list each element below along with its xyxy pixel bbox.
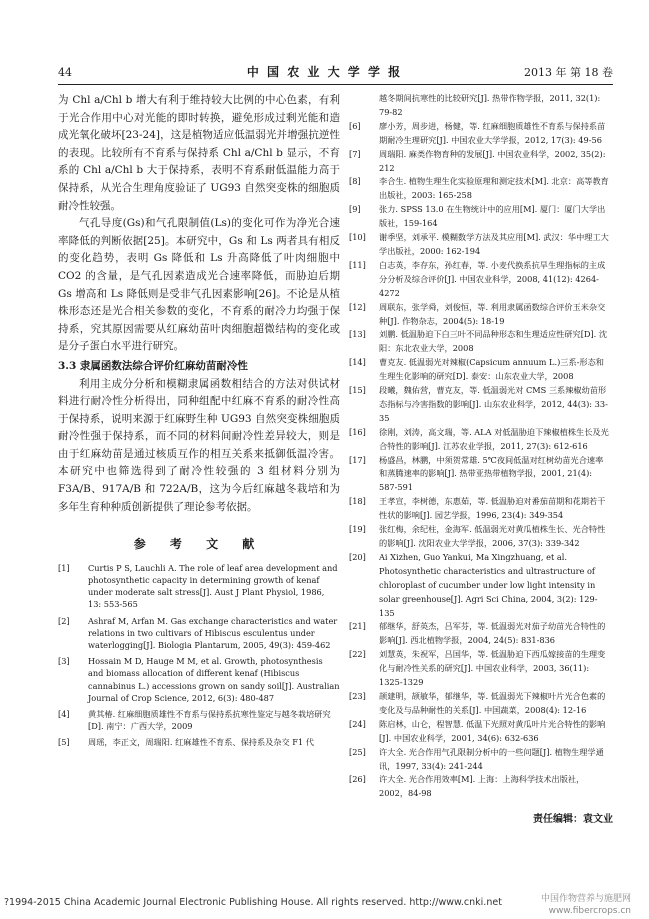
reference-item — [349, 551, 611, 621]
reference-text: 黄其椿. 红麻细胞质雄性不育系与保持系抗寒性鉴定与越冬栽培研究[D]. 南宁：广西大学，2009 — [88, 709, 331, 732]
reference-item — [349, 384, 611, 426]
reference-number — [349, 92, 379, 120]
reference-item — [58, 562, 340, 611]
reference-item — [58, 615, 340, 652]
reference-text: Ashraf M, Arfan M. Gas exchange characteristics and water relations in two cultivars of Hibiscus esculentus under waterlogging[J]. Biologia Plantarum, 2005, 49(3): 459-462 — [88, 615, 338, 651]
reference-item — [58, 736, 340, 748]
reference-item — [349, 773, 611, 801]
reference-text: 段曦，魏佑营，曹克友，等. 低温弱光对 CMS 三系辣椒幼苗形态指标与冷害指数的影响[J]. 山东农业科学，2012, 44(3): 33-35 — [379, 385, 608, 423]
reference-text: 王孝宣，李树德，东惠茹，等. 低温胁迫对番茄苗期和花期若干性状的影响[J]. 园艺学报，1996, 23(4): 349-354 — [379, 496, 606, 521]
reference-number: [6] — [349, 120, 361, 131]
site-watermark — [541, 893, 631, 917]
reference-text: Ai Xizhen, Guo Yankui, Ma Xingzhuang, et al. Photosynthetic characteristics and ultrastructure of chloroplast of cucumber under low light intensity in solar greenhouse[J]. Agri Sci China, 2004, 3(2): 129-135 — [379, 551, 598, 618]
reference-text: 廖小芳，周步进，杨健，等. 红麻细胞质雄性不育系与保持系苗期耐冷生理研究[J]. 中国农业大学学报，2012, 17(3): 49-56 — [379, 120, 606, 145]
header-rule — [58, 84, 613, 85]
body-paragraph: 利用主成分分析和模糊隶属函数相结合的方法对供试材料进行耐冷性分析得出，同种组配中红麻不育系的耐冷性高于保持系，说明来源于红麻野生种 UG93 自然突变株细胞质耐冷性强于保持系，而不同的材料间耐冷性差异较大，则是由于红麻幼苗是通过核质互作的相互关系来抵御低温冷害。本研究中也筛选得到了耐冷性较强的 3 组材料分别为 F3A/B、917A/B 和 722A/B，这为今后红麻越冬栽培和为多年生育种种质创新提供了理论参考依据。 — [58, 377, 340, 513]
reference-number: [2] — [58, 615, 70, 626]
reference-item — [349, 454, 611, 496]
right-column — [349, 92, 611, 801]
reference-text: Curtis P S, Lauchli A. The role of leaf area development and photosynthetic capacity in determining growth of kenaf under moderate salt stress[J]. Aust J Plant Physiol, 1986, 13: 553-565 — [88, 562, 338, 610]
reference-number: [12] — [349, 301, 366, 312]
reference-text: 张力. SPSS 13.0 在生物统计中的应用[M]. 厦门：厦门大学出版社，159-164 — [379, 204, 606, 229]
reference-number: [9] — [349, 204, 361, 215]
reference-number: [26] — [349, 774, 366, 785]
watermark-line: 中国作物营养与施肥网 — [540, 894, 631, 904]
reference-text: 徐刚，刘涛，高文瑞，等. ALA 对低温胁迫下辣椒植株生长及光合特性的影响[J]. 江苏农业学报，2011, 27(3): 612-616 — [379, 426, 609, 451]
reference-item — [349, 690, 611, 718]
reference-text: 曹克友. 低温弱光对辣椒(Capsicum annuum L.)三系-形态和生理生化影响的研究[D]. 泰安：山东农业大学，2008 — [379, 357, 604, 382]
reference-item — [349, 259, 611, 301]
reference-number: [5] — [58, 737, 70, 748]
reference-text: 张红梅，余纪柱，金海军. 低温弱光对黄瓜植株生长、光合特性的影响[J]. 沈阳农业大学学报，2006, 37(3): 339-342 — [379, 524, 606, 548]
reference-number: [7] — [349, 148, 361, 159]
volume-label: 2013 年 第 18 卷 — [524, 66, 613, 79]
reference-number: [8] — [349, 176, 361, 187]
reference-number: [13] — [349, 329, 366, 340]
left-column — [58, 92, 340, 753]
editor-credit: 责任编辑：袁文业 — [533, 814, 613, 825]
reference-text: 白志英，李存东，孙红春，等. 小麦代换系抗旱生理指标的主成分分析及综合评价[J]. 中国农业科学，2008, 41(12): 4264-4272 — [379, 259, 606, 298]
reference-item — [349, 301, 611, 329]
reference-number: [3] — [58, 656, 70, 667]
reference-number: [15] — [349, 385, 366, 396]
reference-text: 周瑶，李正文，周瑞阳. 红麻雄性不育系、保持系及杂交 F1 代 — [88, 737, 314, 748]
reference-item — [349, 356, 611, 384]
watermark-line: www.fibercrops.cn — [548, 906, 631, 916]
page-number: 44 — [58, 66, 72, 79]
reference-item — [349, 175, 611, 203]
reference-text: 郁继华，舒英杰，吕军芬，等. 低温弱光对茄子幼苗光合特性的影响[J]. 西北植物学报，2004, 24(5): 831-836 — [379, 621, 606, 646]
references-title: 参 考 文 献 — [133, 537, 265, 552]
reference-text: 刘慧英，朱祝军，吕国华，等. 低温胁迫下西瓜嫁接苗的生理变化与耐冷性关系的研究[J]. 中国农业科学，2003, 36(11): 1325-1329 — [379, 649, 606, 688]
reference-text: 颉建明，颉敏华，郁继华，等. 低温弱光下辣椒叶片光合色素的变化及与品种耐性的关系[J]. 中国蔬菜，2008(4): 12-16 — [379, 690, 606, 715]
reference-item — [349, 746, 611, 774]
reference-number: [25] — [349, 746, 366, 757]
copyright-footer: ?1994-2015 China Academic Journal Electronic Publishing House. All rights reserved. http://www.cnki.net — [4, 897, 502, 908]
reference-number: [21] — [349, 621, 366, 632]
reference-item — [349, 92, 611, 120]
reference-number: [14] — [349, 357, 366, 368]
reference-text: 周联东，张学舜，刘俊恒，等. 利用隶属函数综合评价玉米杂交种[J]. 作物杂志，2004(5): 18-19 — [379, 301, 606, 326]
reference-text: 周瑞阳. 麻类作物育种的发展[J]. 中国农业科学，2002, 35(2): 212 — [379, 148, 606, 173]
reference-item — [58, 708, 340, 732]
reference-number: [4] — [58, 709, 70, 720]
reference-number: [18] — [349, 496, 366, 507]
reference-text: 刘鹏. 低温胁迫下白三叶不同品种形态和生理适应性研究[D]. 沈阳：东北农业大学，2008 — [379, 329, 608, 354]
reference-item — [349, 718, 611, 746]
reference-item — [349, 523, 611, 551]
reference-item — [349, 203, 611, 231]
journal-title: 中 国 农 业 大 学 学 报 — [246, 65, 403, 79]
reference-text: 越冬期间抗寒性的比较研究[J]. 热带作物学报，2011, 32(1): 79-82 — [379, 93, 601, 117]
reference-item — [349, 426, 611, 454]
reference-number: [22] — [349, 649, 366, 660]
reference-item — [349, 231, 611, 259]
reference-item — [349, 648, 611, 690]
reference-item — [349, 120, 611, 148]
reference-number: [1] — [58, 562, 70, 573]
reference-number: [20] — [349, 551, 366, 562]
reference-item — [58, 655, 340, 704]
reference-text: 谢季坚，刘承平. 模糊数学方法及其应用[M]. 武汉：华中理工大学出版社，2000: 162-194 — [379, 232, 609, 256]
reference-number: [23] — [349, 690, 366, 701]
reference-text: Hossain M D, Hauge M M, et al. Growth, photosynthesis and biomass allocation of different kenaf (Hibiscus cannabinus L.) accessions grown on sandy soil[J]. Australian Journal of Crop Science, 2012, 6(3): 480-487 — [88, 656, 340, 703]
reference-number: [17] — [349, 454, 366, 465]
reference-text: 许大全. 光合作用效率[M]. 上海：上海科学技术出版社，2002，84-98 — [379, 774, 585, 799]
reference-text: 杨盛昌，林鹏，中须贺常雄. 5℃夜间低温对红树幼苗光合速率和蒸腾速率的影响[J]. 热带亚热带植物学报，2001, 21(4): 587-591 — [379, 454, 604, 493]
reference-item — [349, 328, 611, 356]
reference-item — [349, 148, 611, 176]
section-heading: 3.3 隶属函数法综合评价红麻幼苗耐冷性 — [58, 359, 248, 372]
reference-number: [19] — [349, 524, 366, 535]
reference-number: [16] — [349, 426, 366, 437]
reference-text: 许大全. 光合作用气孔限制分析中的一些问题[J]. 植物生理学通讯，1997, 33(4): 241-244 — [379, 746, 604, 771]
body-paragraph: 气孔导度(Gs)和气孔限制值(Ls)的变化可作为净光合速率降低的判断依据[25]。本研究中，Gs 和 Ls 两者具有相反的变化趋势，表明 Gs 降低和 Ls 升高降低了叶肉细胞中 CO2 的含量，是气孔因素造成光合速率降低，而胁迫后期 Gs 增高和 Ls 降低则是受非气孔因素影响[26]。不论是从植株形态还是光合相关参数的变化，不育系的耐冷力均强于保持系，究其原因需要从红麻幼苗叶肉细胞超微结构的变化或是分子蛋白水平进行研究。 — [58, 217, 340, 353]
reference-item — [349, 620, 611, 648]
reference-text: 陈启林，山仑，程智慧. 低温下光照对黄瓜叶片光合特性的影响[J]. 中国农业科学，2001, 34(6): 632-636 — [379, 718, 606, 743]
reference-item — [349, 495, 611, 523]
references-list-right — [349, 92, 611, 801]
reference-number: [24] — [349, 718, 366, 729]
references-list-left — [58, 562, 340, 749]
reference-text: 李合生. 植物生理生化实验原理和测定技术[M]. 北京：高等教育出版社，2003: 165-258 — [379, 176, 609, 201]
reference-number: [10] — [349, 232, 366, 243]
body-paragraph: 为 Chl a/Chl b 增大有利于维持较大比例的中心色素，有利于光合作用中心对光能的即时转换，避免形成过剩光能和造成光氧化破坏[23-24]，这是植物适应低温弱光并增强抗逆性的表现。比较所有不育系与保持系 Chl a/Chl b 显示，不育系的 Chl a/Chl b 大于保持系，表明不育系耐低温能力高于保持系，从光合生理角度验证了 UG93 自然突变株的细胞质耐冷性较强。 — [58, 94, 340, 212]
reference-number: [11] — [349, 259, 366, 270]
